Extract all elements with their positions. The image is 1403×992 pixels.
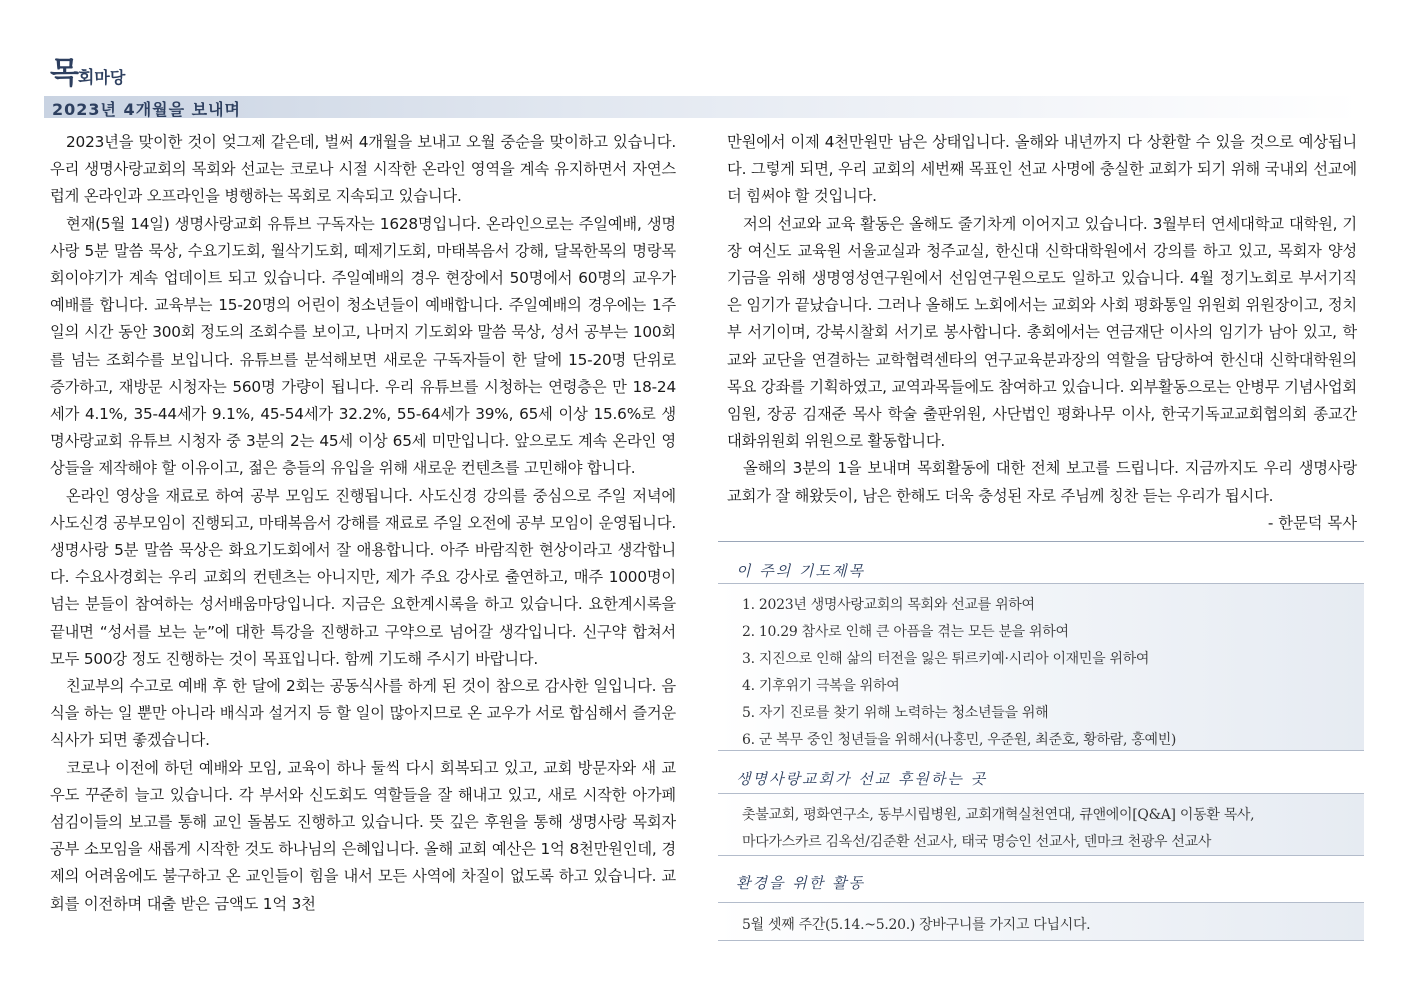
paragraph: 현재(5월 14일) 생명사랑교회 유튜브 구독자는 1628명입니다. 온라인으로는 주일예배, 생명사랑 5분 말씀 묵상, 수요기도회, 월삭기도회, 떼제기도회, 마태복음서 강해, 달목한목의 명랑목회이야기가 계속 업데이트 되고 있습니다. 주일예배의 경우 현장에서 50명에서 60명의 교우가 예배를 합니다. 교육부는 15-20명의 어린이 청소년들이 예배합니다. 주일예배의 경우에는 1주일의 시간 동안 300회 정도의 조회수를 보이고, 나머지 기도회와 말씀 묵상, 성서 공부는 100회를 넘는 조회수를 보입니다. 유튜브를 분석해보면 새로운 구독자들이 한 달에 15-20명 단위로 증가하고, 재방문 시청자는 560명 가량이 됩니다. 우리 유튜브를 시청하는 연령층은 만 18-24세가 4.1%, 35-44세가 9.1%, 45-54세가 32.2%, 55-64세가 39%, 65세 이상 15.6%로 생명사랑교회 유튜브 시청자 중 3분의 2는 45세 이상 65세 미만입니다. 앞으로도 계속 온라인 영상들을 제작해야 할 이유이고, 젊은 층들의 유입을 위해 새로운 컨텐츠를 고민해야 합니다. <box>50 214 676 478</box>
paragraph: 2023년을 맞이한 것이 엊그제 같은데, 벌써 4개월을 보내고 오월 중순을 맞이하고 있습니다. 우리 생명사랑교회의 목회와 선교는 코로나 시절 시작한 온라인 영역을 계속 유지하면서 자연스럽게 온라인과 오프라인을 병행하는 목회로 지속되고 있습니다. <box>50 133 676 206</box>
list-item: 1. 2023년 생명사랑교회의 목회와 선교를 위하여 <box>742 597 1035 613</box>
list-item: 4. 기후위기 극복을 위하여 <box>742 678 900 694</box>
title-bar <box>44 96 1360 118</box>
mission-line: 마다가스카르 김옥선/김준환 선교사, 태국 명승인 선교사, 덴마크 천광우 선교사 <box>742 834 1212 850</box>
paragraph: 올해의 3분의 1을 보내며 목회활동에 대한 전체 보고를 드립니다. 지금까지도 우리 생명사랑교회가 잘 해왔듯이, 남은 한해도 더욱 충성된 자로 주님께 칭찬 듣는 우리가 됩시다. <box>727 459 1357 505</box>
list-item: 3. 지진으로 인해 삶의 터전을 잃은 튀르키예·시리아 이재민을 위하여 <box>742 651 1150 667</box>
masthead <box>50 48 125 96</box>
masthead-big: 목 <box>50 56 78 91</box>
masthead-mid: 회 <box>77 68 95 88</box>
masthead-small: 마당 <box>94 68 126 87</box>
list-item: 2. 10.29 참사로 인해 큰 아픔을 겪는 모든 분을 위하여 <box>742 624 1069 640</box>
prayer-heading: 이 주의 기도제목 <box>736 562 865 580</box>
paragraph: 코로나 이전에 하던 예배와 모임, 교육이 하나 둘씩 다시 회복되고 있고, 교회 방문자와 새 교우도 꾸준히 늘고 있습니다. 각 부서와 신도회도 역할들을 잘 해내고 있고, 새로 시작한 아가페 섬김이들의 보고를 통해 교인 돌봄도 진행하고 있습니다. 뜻 깊은 후원을 통해 생명사랑 목회자 공부 소모임을 새롭게 시작한 것도 하나님의 은혜입니다. 올해 교회 예산은 1억 8천만원인데, 경제의 어려움에도 불구하고 온 교인들이 힘을 내서 모든 사역에 차질이 없도록 하고 있습니다. 교회를 이전하며 대출 받은 금액도 1억 3천 <box>50 758 676 913</box>
mission-heading: 생명사랑교회가 선교 후원하는 곳 <box>736 770 988 788</box>
section-divider <box>718 541 1364 542</box>
paragraph: 온라인 영상을 재료로 하여 공부 모임도 진행됩니다. 사도신경 강의를 중심으로 주일 저녁에 사도신경 공부모임이 진행되고, 마태복음서 강해를 재료로 주일 오전에 공부 모임이 운영됩니다. 생명사랑 5분 말씀 묵상은 화요기도회에서 잘 애용합니다. 아주 바람직한 현상이라고 생각합니다. 수요사경회는 우리 교회의 컨텐츠는 아니지만, 제가 주요 강사로 출연하고, 매주 1000명이 넘는 분들이 참여하는 성서배움마당입니다. 지금은 요한계시록을 하고 있습니다. 요한계시록을 끝내면 “성서를 보는 눈”에 대한 특강을 진행하고 구약으로 넘어갈 생각입니다. 신구약 합쳐서 모두 500강 정도 진행하는 것이 목표입니다. 함께 기도해 주시기 바랍니다. <box>50 486 676 668</box>
mission-line: 촛불교회, 평화연구소, 동부시립병원, 교회개혁실천연대, 큐앤에이[Q&A] 이동환 목사, <box>742 807 1255 823</box>
paragraph: 만원에서 이제 4천만원만 남은 상태입니다. 올해와 내년까지 다 상환할 수 있을 것으로 예상됩니다. 그렇게 되면, 우리 교회의 세번째 목표인 선교 사명에 충실한 교회가 되기 위해 국내외 선교에 더 힘써야 할 것입니다. <box>727 133 1357 206</box>
paragraph: 저의 선교와 교육 활동은 올해도 줄기차게 이어지고 있습니다. 3월부터 연세대학교 대학원, 기장 여신도 교육원 서울교실과 청주교실, 한신대 신학대학원에서 강의를 하고 있고, 목회자 양성 기금을 위해 생명영성연구원에서 선임연구원으로도 일하고 있습니다. 4월 정기노회로 부서기직은 임기가 끝났습니다. 그러나 올해도 노회에서는 교회와 사회 평화통일 위원회 위원장이고, 정치부 서기이며, 강북시찰회 서기로 봉사합니다. 총회에서는 연금재단 이사의 임기가 남아 있고, 학교와 교단을 연결하는 교학협력센타의 연구교육분과장의 역할을 담당하여 한신대 신학대학원의 목요 강좌를 기획하였고, 교역과목들에도 참여하고 있습니다. 외부활동으로는 안병무 기념사업회 임원, 장공 김재준 목사 학술 출판위원, 사단법인 평화나무 이사, 한국기독교교회협의회 종교간 대화위원회 위원으로 활동합니다. <box>727 214 1357 451</box>
signature: - 한문덕 목사 <box>1267 513 1357 532</box>
environment-box <box>718 902 1364 941</box>
left-column <box>50 129 676 918</box>
list-item: 5. 자기 진로를 찾기 위해 노력하는 청소년들을 위해 <box>742 705 1049 721</box>
prayer-list <box>718 583 1364 751</box>
mission-box <box>718 793 1364 856</box>
right-column <box>727 129 1357 537</box>
environment-line: 5월 셋째 주간(5.14.~5.20.) 장바구니를 가지고 다닙시다. <box>742 917 1091 933</box>
environment-heading: 환경을 위한 활동 <box>736 874 865 892</box>
list-item: 6. 군 복무 중인 청년들을 위해서(나홍민, 우준원, 최준호, 황하람, 홍예빈) <box>742 732 1177 748</box>
paragraph: 친교부의 수고로 예배 후 한 달에 2회는 공동식사를 하게 된 것이 참으로 감사한 일입니다. 음식을 하는 일 뿐만 아니라 배식과 설거지 등 할 일이 많아지므로 온 교우가 서로 합심해서 즐거운 식사가 되면 좋겠습니다. <box>50 677 676 750</box>
page-title: 2023년 4개월을 보내며 <box>52 100 241 119</box>
